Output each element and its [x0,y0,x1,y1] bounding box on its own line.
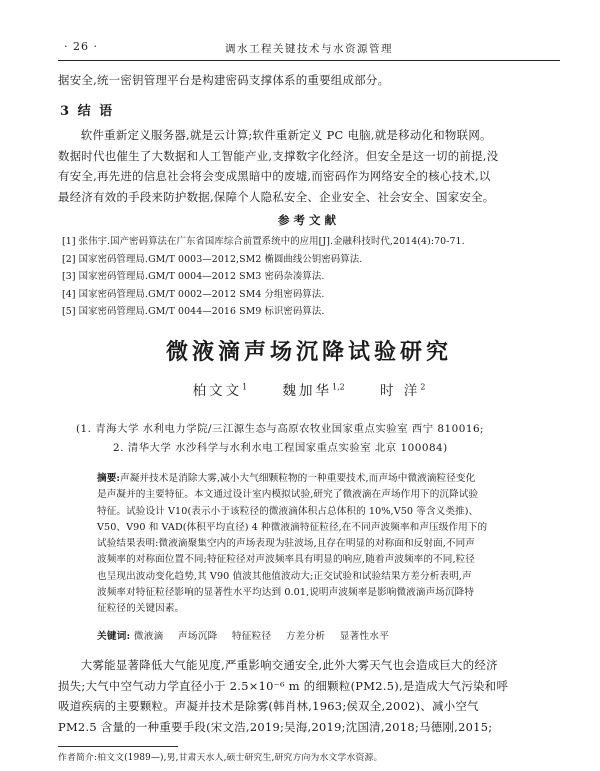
author-name: 时 洋 [380,383,421,399]
body-line: 最经济有效的手段来防护数据,保障个人隐私安全、企业安全、社会安全、国家安全。 [58,189,495,204]
keywords [97,628,400,642]
abstract-label: 摘要: [97,473,121,484]
running-head-title: 调水工程关键技术与水资源管理 [225,43,393,55]
body-line: PM2.5 含量的一种重要手段(宋文浩,2019;吴海,2019;沈国清,2018;马德刚,2015; [58,719,493,734]
author [380,379,425,399]
page-number: · 26 · [64,40,98,53]
reference-item: [1] 张伟宇.国产密码算法在广东省国库综合前置系统中的应用[J].金融科技时代,2014(4):70-71. [62,236,465,247]
affiliation-line: 2. 清华大学 水沙科学与水利水电工程国家重点实验室 北京 100084) [113,442,448,454]
body-line: 大雾能显著降低大气能见度,严重影响交通安全,此外大雾天气也会造成巨大的经济 [80,658,498,672]
body-line: 软件重新定义服务器,就是云计算;软件重新定义 PC 电脑,就是移动化和物联网。 [80,128,492,142]
abstract-line [97,471,538,487]
continued-paragraph [58,70,560,91]
body-line: 数据时代也催生了大数据和人工智能产业,支撑数字化经济。但安全是这一切的前提,没 [58,148,499,163]
author-list [58,379,560,399]
abstract-text: 声凝并技术是消除大雾,减小大气细颗粒物的一种重要技术,而声场中微液滴粒径变化 [120,473,476,484]
author-affil-mark: 1,2 [331,382,345,392]
abstract-line: 征粒径的关键因素。 [97,603,185,615]
author [193,379,248,399]
author [282,379,344,399]
abstract-line: 波频率的对称面位置不同;特征粒径对声波频率具有明显的响应,随着声波频率的不同,粒径 [97,554,475,566]
author-affil-mark: 1 [242,382,248,392]
body-line: 据安全,统一密钥管理平台是构建密码支撑体系的重要组成部分。 [58,73,390,87]
author-name: 柏文文 [192,383,243,399]
abstract-line: 是声凝并的主要特征。本文通过设计室内模拟试验,研究了微液滴在声场作用下的沉降试验 [97,489,479,501]
abstract-line: 试验结果表明:微液滴聚集空内的声场表现为驻波场,且存在明显的对称面和反射面,不同声 [97,538,475,550]
reference-item: [5] 国家密码管理局.GM/T 0044—2016 SM9 标识密码算法. [62,306,325,317]
keyword: 方差分析 [285,631,326,642]
page-header [58,38,560,61]
author-name: 魏加华 [282,383,332,399]
abstract-line: 也呈现出波动变化趋势,其 V90 值波其他值波动大;正交试验和试验结果方差分析表明,声 [97,570,472,582]
body-line: 损失;大气中空气动力学直径小于 2.5×10⁻⁶ m 的细颗粒(PM2.5),是造成大气污染和呼 [58,678,509,693]
keyword: 微液滴 [133,631,164,642]
author-affil-mark: 2 [420,382,426,392]
section-heading: 3 结 语 [60,104,115,119]
body-line: 有安全,再先进的信息社会将会变成黑暗中的废墟,而密码作为网络安全的核心技术,以 [58,169,491,183]
affiliation-line: (1. 青海大学 水利电力学院/三江源生态与高原农牧业国家重点实验室 西宁 810016; [76,423,485,435]
keyword: 显著性水平 [339,631,390,642]
conclusion-paragraph [58,125,560,207]
article-title: 微液滴声场沉降试验研究 [165,340,452,365]
abstract-line: V50、V90 和 VAD(体积平均直径) 4 种微液滴特征粒径,在不同声波频率和声压级作用下的 [97,521,488,533]
references-title: 参考文献 [278,213,340,227]
abstract-line: 特征。试验设计 V10(表示小于该粒径的微液滴体积占总体积的 10%,V50 等含义类推)、 [97,505,479,517]
keywords-label: 关键词: [97,631,131,642]
keyword: 特征粒径 [231,631,272,642]
reference-item: [2] 国家密码管理局.GM/T 0003—2012,SM2 椭圆曲线公钥密码算法. [62,253,363,265]
reference-item: [4] 国家密码管理局.GM/T 0002—2012 SM4 分组密码算法. [62,288,325,300]
reference-list [62,233,465,321]
author-footnote: 作者简介:柏文文(1989—),男,甘肃天水人,硕士研究生,研究方向为水文学水资源。 [58,753,383,763]
abstract [97,471,538,618]
abstract-line: 波频率对特征粒径影响的显著性水平均达到 0.01,说明声波频率是影响微液滴声场沉降特 [97,587,475,599]
body-line: 吸道疾病的主要颗粒。声凝并技术是除雾(韩肖林,1963;侯双全,2002)、减小空气 [58,699,479,713]
keyword: 声场沉降 [177,631,218,642]
footnote-rule [58,746,178,747]
reference-item: [3] 国家密码管理局.GM/T 0004—2012 SM3 密码杂凑算法. [62,271,325,282]
intro-paragraph [58,655,560,737]
